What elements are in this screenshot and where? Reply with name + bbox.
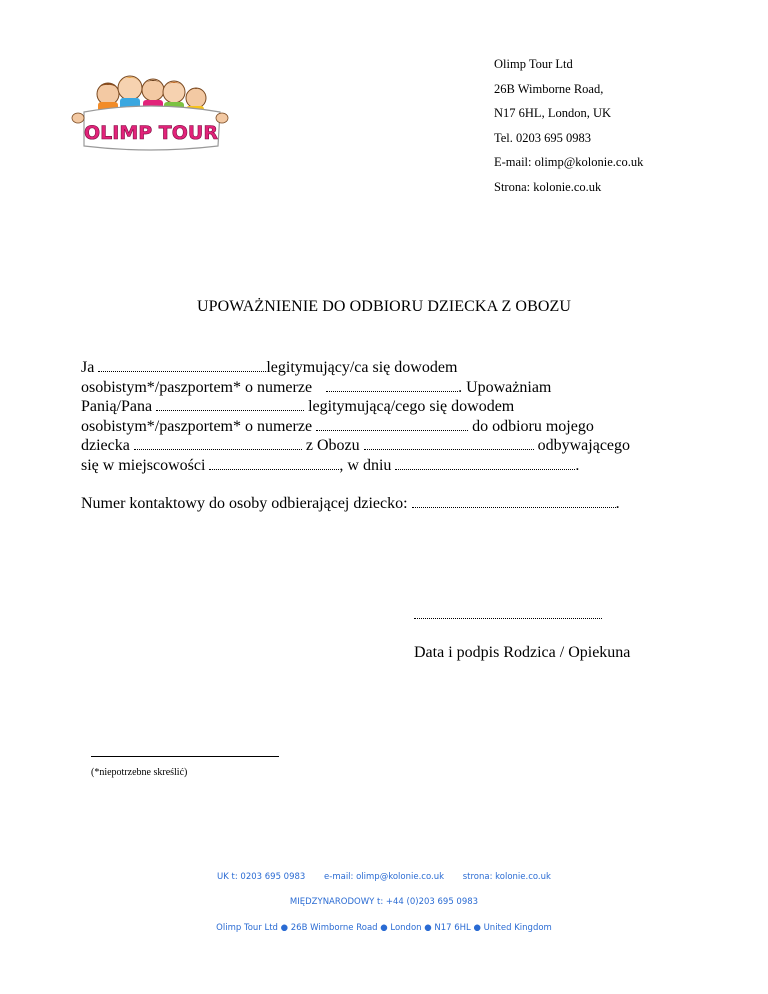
camp-location-field[interactable] xyxy=(209,456,339,470)
address-line: N17 6HL, London, UK xyxy=(494,106,612,120)
date-field[interactable] xyxy=(395,456,575,470)
address-line: 26B Wimborne Road, xyxy=(494,81,604,96)
signature-field[interactable] xyxy=(414,618,602,619)
contact-number-field[interactable] xyxy=(412,494,616,508)
authorized-person-name-field[interactable] xyxy=(156,397,304,411)
text-segment: się w miejscowości xyxy=(81,456,210,474)
text-segment: dziecka xyxy=(81,437,134,454)
text-segment: , w dniu xyxy=(339,456,396,474)
footer-international-phone: MIĘDZYNARODOWY t: +44 (0)203 695 0983 xyxy=(289,897,479,907)
olimp-tour-logo xyxy=(70,68,230,152)
address-line: E-mail: olimp@kolonie.co.uk xyxy=(494,155,644,169)
footer-uk-phone: UK t: 0203 695 0983 xyxy=(217,872,306,882)
address-line: Strona: kolonie.co.uk xyxy=(494,179,602,194)
text-segment: legitymujący/ca się dowodem xyxy=(266,359,458,376)
company-address xyxy=(494,52,643,199)
footnote-divider xyxy=(91,756,279,757)
parent-name-field[interactable] xyxy=(98,358,266,372)
authorized-document-number-field[interactable] xyxy=(316,417,468,431)
logo-text: OLIMP TOUR xyxy=(84,122,218,144)
signature-label: Data i podpis Rodzica / Opiekuna xyxy=(414,644,631,661)
footer-website: strona: kolonie.co.uk xyxy=(462,872,551,882)
text-segment: odbywającego xyxy=(533,437,631,454)
contact-number-line xyxy=(81,494,620,513)
child-name-field[interactable] xyxy=(134,436,302,450)
footer-email: e-mail: olimp@kolonie.co.uk xyxy=(324,872,445,882)
text-segment: osobistym*/paszportem* o numerze xyxy=(81,417,317,435)
text-segment: do odbioru mojego xyxy=(468,417,594,435)
footer-address: Olimp Tour Ltd ● 26B Wimborne Road ● London ● N17 6HL ● United Kingdom xyxy=(216,923,552,933)
footnote: (*niepotrzebne skreślić) xyxy=(91,767,188,778)
text-segment: z Obozu xyxy=(301,437,364,454)
text-segment: . xyxy=(615,495,620,512)
address-line: Olimp Tour Ltd xyxy=(494,57,573,71)
authorization-text xyxy=(81,358,681,475)
text-segment: Panią/Pana xyxy=(81,398,157,415)
address-line: Tel. 0203 695 0983 xyxy=(494,130,592,145)
text-segment: osobistym*/paszportem* o numerze xyxy=(81,378,313,396)
text-segment: . Upoważniam xyxy=(458,378,552,396)
text-segment: legitymującą/cego się dowodem xyxy=(304,398,515,415)
parent-document-number-field[interactable] xyxy=(326,378,458,392)
footer-contacts xyxy=(0,872,768,882)
camp-name-field[interactable] xyxy=(364,436,534,450)
contact-number-label: Numer kontaktowy do osoby odbierającej dziecko: xyxy=(81,495,412,512)
text-segment: Ja xyxy=(81,359,99,376)
text-segment: . xyxy=(575,456,580,474)
document-title: UPOWAŻNIENIE DO ODBIORU DZIECKA Z OBOZU xyxy=(196,298,572,315)
